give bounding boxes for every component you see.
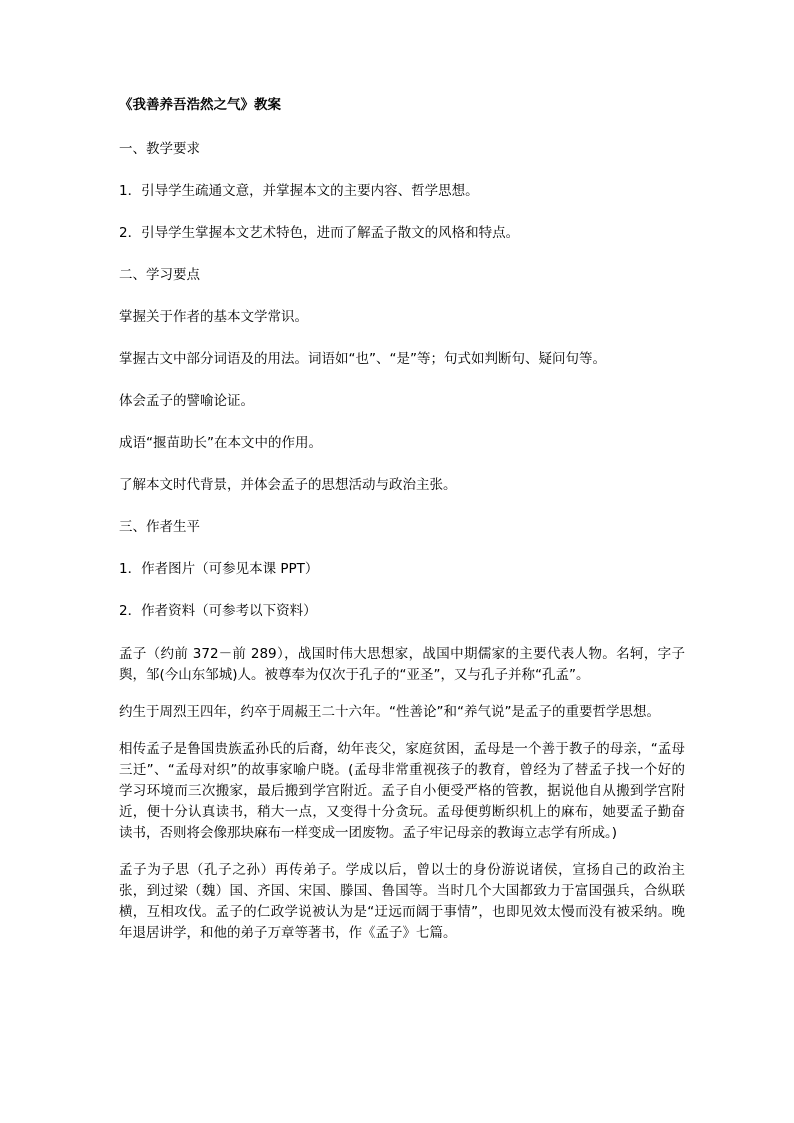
- author-item-1: 1．作者图片（可参见本课 PPT）: [119, 561, 319, 577]
- key-point-item-4: 成语“揠苗助长”在本文中的作用。: [119, 435, 322, 451]
- requirement-item-1: 1．引导学生疏通文意，并掌握本文的主要内容、哲学思想。: [119, 183, 479, 199]
- key-point-item-3: 体会孟子的譬喻论证。: [119, 393, 254, 409]
- author-paragraph-3: 相传孟子是鲁国贵族孟孙氏的后裔，幼年丧父，家庭贫困，孟母是一个善于教子的母亲，“孟母三迁”、“孟母对织”的故事家喻户晓。(孟母非常重视孩子的教育，曾经为了替孟子找一个好的学习环境而三次搬家，最后搬到学宫附近。孟子自小便受严格的管教，据说他自从搬到学宫附近，便十分认真读书，稍大一点，又变得十分贪玩。孟母便剪断织机上的麻布，她要孟子勤奋读书，否则将会像那块麻布一样变成一团废物。孟子牢记母亲的教诲立志学有所成。): [119, 741, 685, 841]
- requirement-item-2: 2．引导学生掌握本文艺术特色，进而了解孟子散文的风格和特点。: [119, 225, 520, 241]
- key-point-item-1: 掌握关于作者的基本文学常识。: [119, 309, 308, 325]
- author-paragraph-1: 孟子（约前 372－前 289），战国时伟大思想家，战国中期儒家的主要代表人物。名轲，字子舆，邹(今山东邹城)人。被尊奉为仅次于孔子的“亚圣”，又与孔子并称“孔孟”。: [119, 646, 685, 683]
- section-heading-author: 三、作者生平: [119, 519, 200, 535]
- author-paragraph-4: 孟子为子思（孔子之孙）再传弟子。学成以后，曾以士的身份游说诸侯，宣扬自己的政治主张，到过梁（魏）国、齐国、宋国、滕国、鲁国等。当时几个大国都致力于富国强兵，合纵联横，互相攻伐。孟子的仁政学说被认为是“迂远而阔于事情”，也即见效太慢而没有被采纳。晚年退居讲学，和他的弟子万章等著书，作《孟子》七篇。: [119, 862, 685, 941]
- author-item-2: 2．作者资料（可参考以下资料）: [119, 603, 317, 619]
- document-title: 《我善养吾浩然之气》教案: [119, 97, 281, 113]
- key-point-item-2: 掌握古文中部分词语及的用法。词语如“也”、“是”等；句式如判断句、疑问句等。: [119, 351, 606, 367]
- key-point-item-5: 了解本文时代背景，并体会孟子的思想活动与政治主张。: [119, 477, 457, 493]
- section-heading-key-points: 二、学习要点: [119, 267, 200, 283]
- document-page: [119, 96, 685, 960]
- section-heading-requirements: 一、教学要求: [119, 141, 200, 157]
- author-paragraph-2: 约生于周烈王四年，约卒于周赧王二十六年。“性善论”和“养气说”是孟子的重要哲学思想。: [119, 704, 660, 720]
